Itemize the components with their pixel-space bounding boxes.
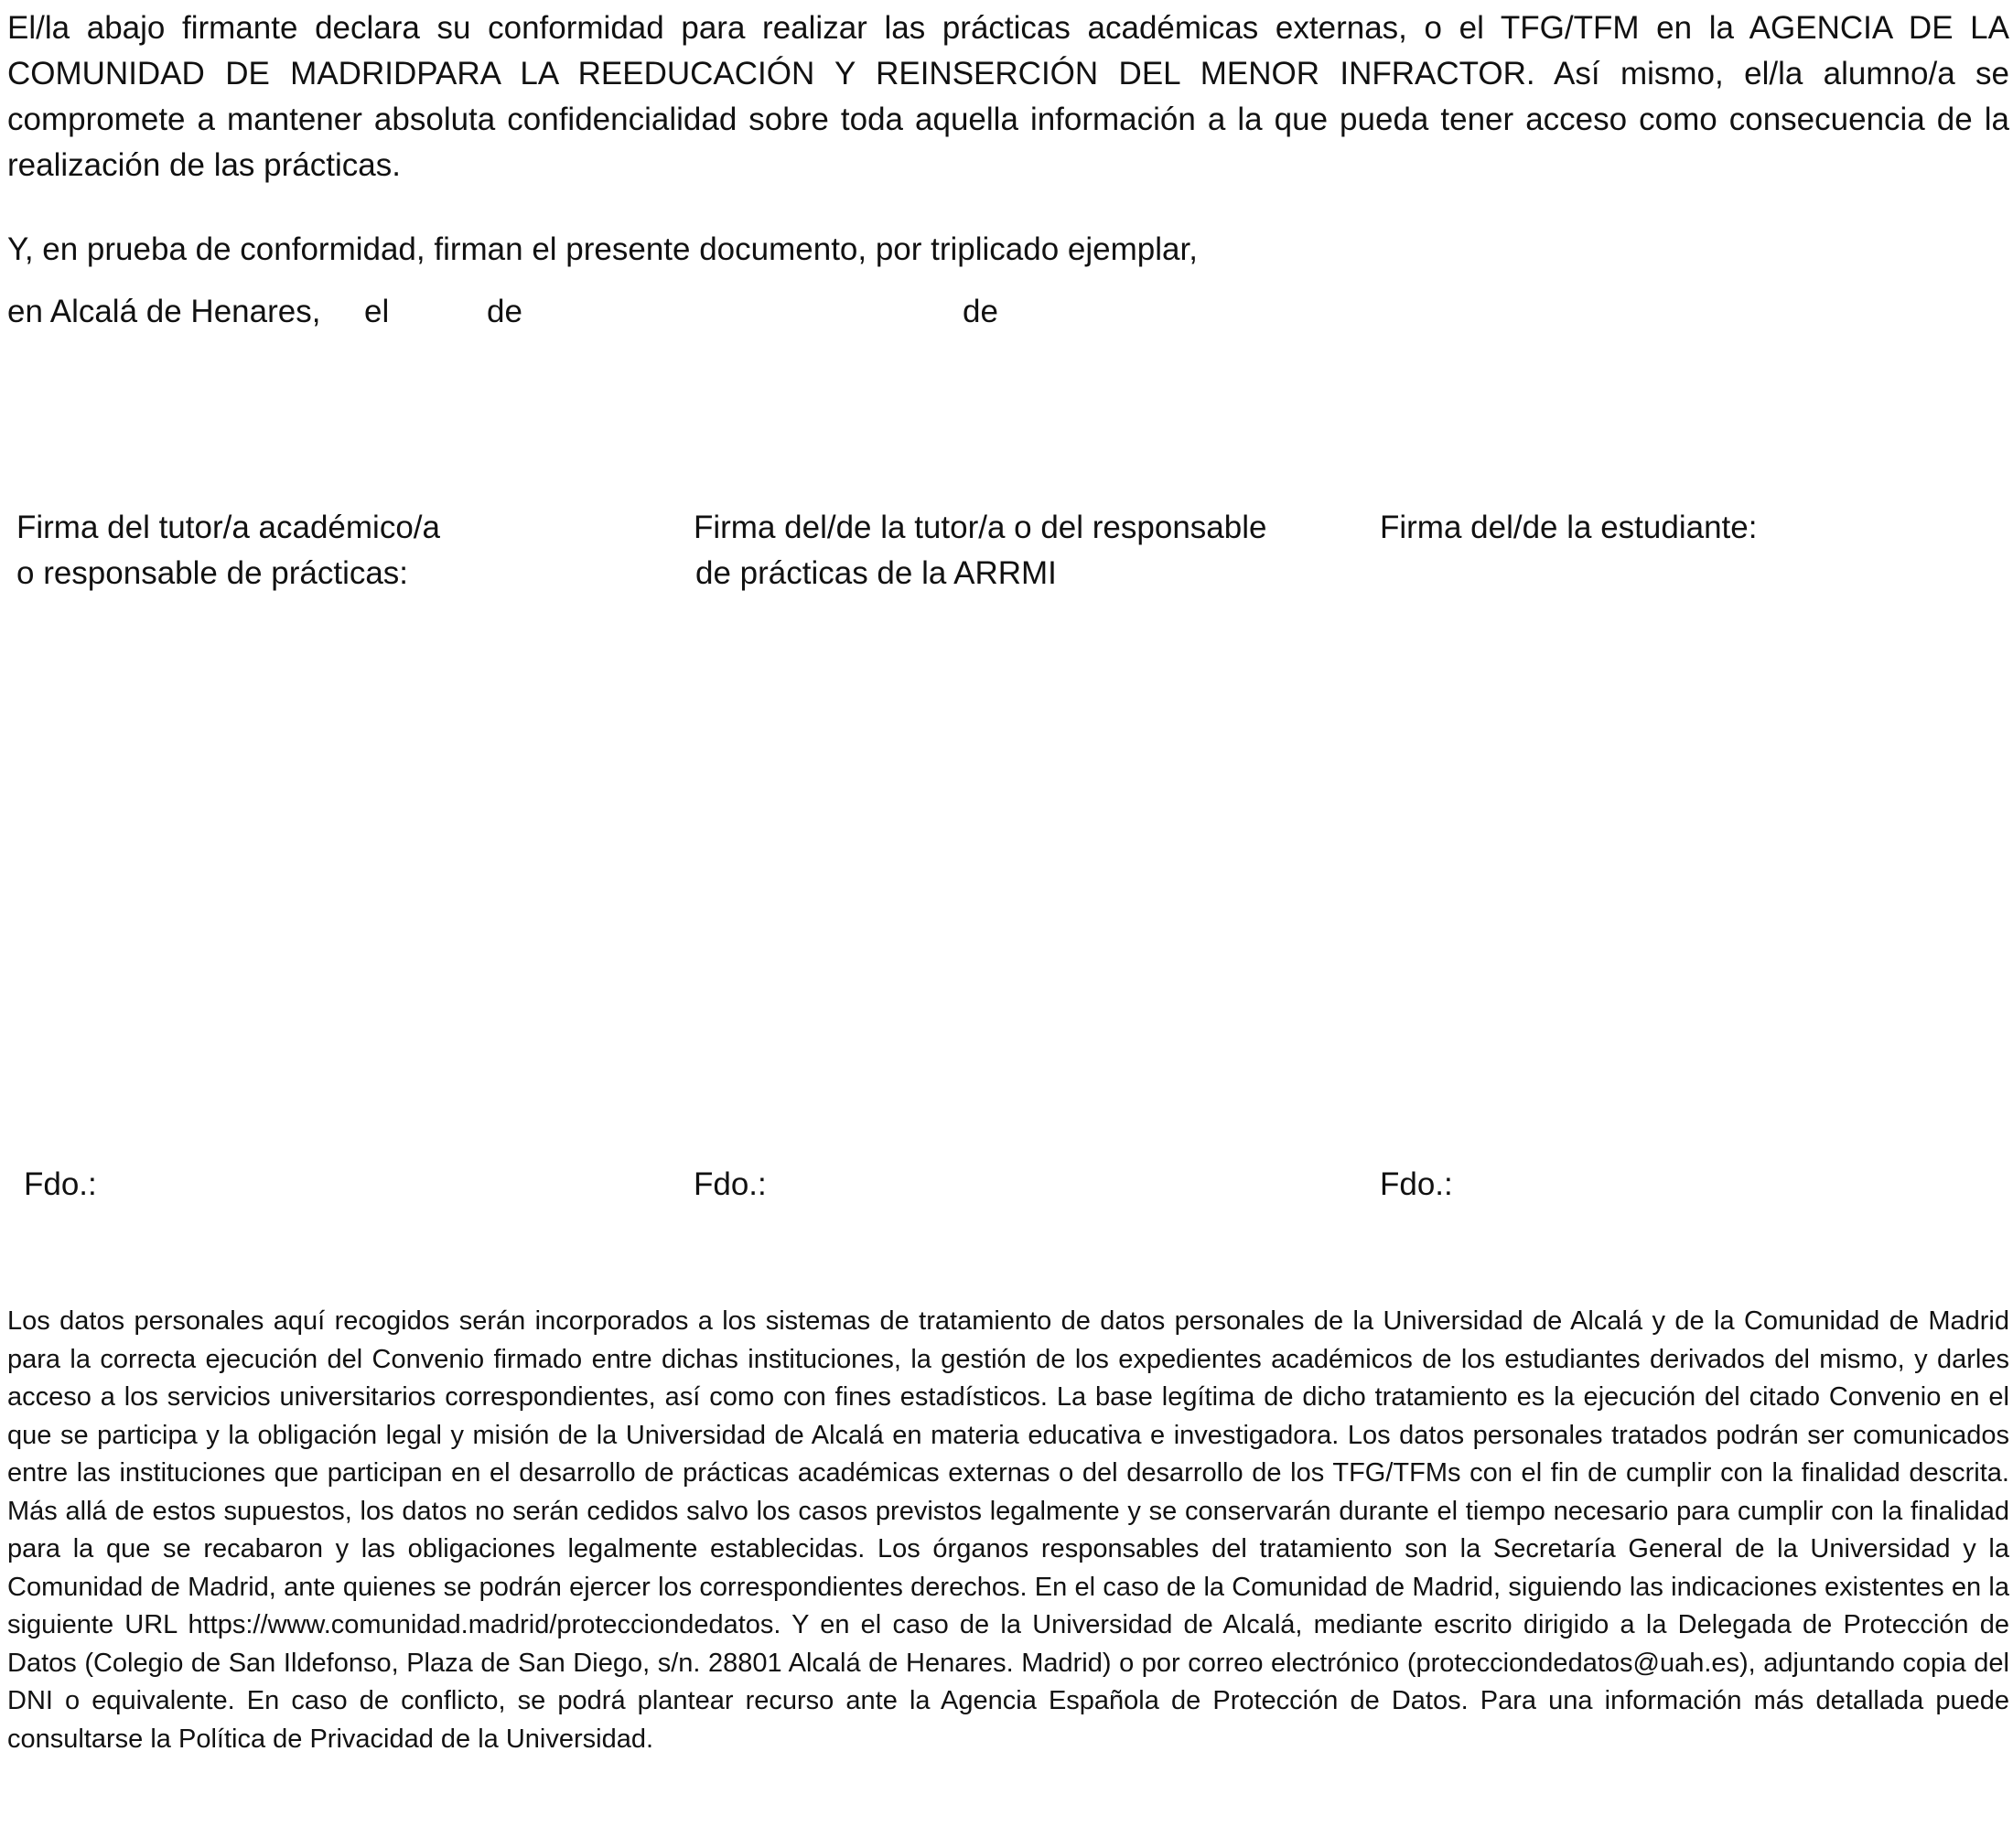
signature-label-line1: Firma del/de la estudiante: [1380, 510, 1758, 545]
signature-label-line1: Firma del tutor/a académico/a [16, 510, 440, 545]
signature-fdo: Fdo.: [694, 1166, 767, 1202]
conformity-line: Y, en prueba de conformidad, firman el presente documento, por triplicado ejemplar, [7, 231, 1198, 267]
el-text: el [364, 294, 390, 329]
signature-label-line1: Firma del/de la tutor/a o del responsable [694, 510, 1267, 545]
de-text-2: de [963, 294, 998, 329]
intro-paragraph: El/la abajo firmante declara su conformidad para realizar las prácticas académicas externas, o el TFG/TFM en la AGENCIA DE LA COMUNIDAD DE MADRIDPARA LA REEDUCACIÓN Y REINSERCIÓN DEL MENOR INFRACTOR. Así mismo, el/la alumno/a se compromete a mantener absoluta confidencialidad sobre toda aquella información a la que pueda tener acceso como consecuencia de la realización de las prácticas. [7, 10, 2009, 183]
signature-label-line2: o responsable de prácticas: [16, 555, 409, 591]
signature-label-line2: de prácticas de la ARRMI [695, 555, 1057, 591]
signature-fdo: Fdo.: [1380, 1166, 1453, 1202]
privacy-notice: Los datos personales aquí recogidos serán incorporados a los sistemas de tratamiento de datos personales de la Universidad de Alcalá y de la Comunidad de Madrid para la correcta ejecución del Convenio firmado entre dichas instituciones, la gestión de los expedientes académicos de los estudiantes derivados del mismo, y darles acceso a los servicios universitarios correspondientes, así como con fines estadísticos. La base legítima de dicho tratamiento es la ejecución del citado Convenio en el que se participa y la obligación legal y misión de la Universidad de Alcalá en materia educativa e investigadora. Los datos personales tratados podrán ser comunicados entre las instituciones que participan en el desarrollo de prácticas académicas externas o del desarrollo de los TFG/TFMs con el fin de cumplir con la finalidad descrita. Más allá de estos supuestos, los datos no serán cedidos salvo los casos previstos legalmente y se conservarán durante el tiempo necesario para cumplir con la finalidad para la que se recabaron y las obligaciones legalmente establecidas. Los órganos responsables del tratamiento son la Secretaría General de la Universidad y la Comunidad de Madrid, ante quienes se podrán ejercer los correspondientes derechos. En el caso de la Comunidad de Madrid, siguiendo las indicaciones existentes en la siguiente URL https://www.comunidad.madrid/protecciondedatos. Y en el caso de la Universidad de Alcalá, mediante escrito dirigido a la Delegada de Protección de Datos (Colegio de San Ildefonso, Plaza de San Diego, s/n. 28801 Alcalá de Henares. Madrid) o por correo electrónico (protecciondedatos@uah.es), adjuntando copia del DNI o equivalente. En caso de conflicto, se podrá plantear recurso ante la Agencia Española de Protección de Datos. Para una información más detallada puede consultarse la Política de Privacidad de la Universidad. [7, 1306, 2009, 1754]
place-text: en Alcalá de Henares, [7, 294, 321, 329]
signature-fdo: Fdo.: [24, 1166, 97, 1202]
de-text-1: de [487, 294, 522, 329]
